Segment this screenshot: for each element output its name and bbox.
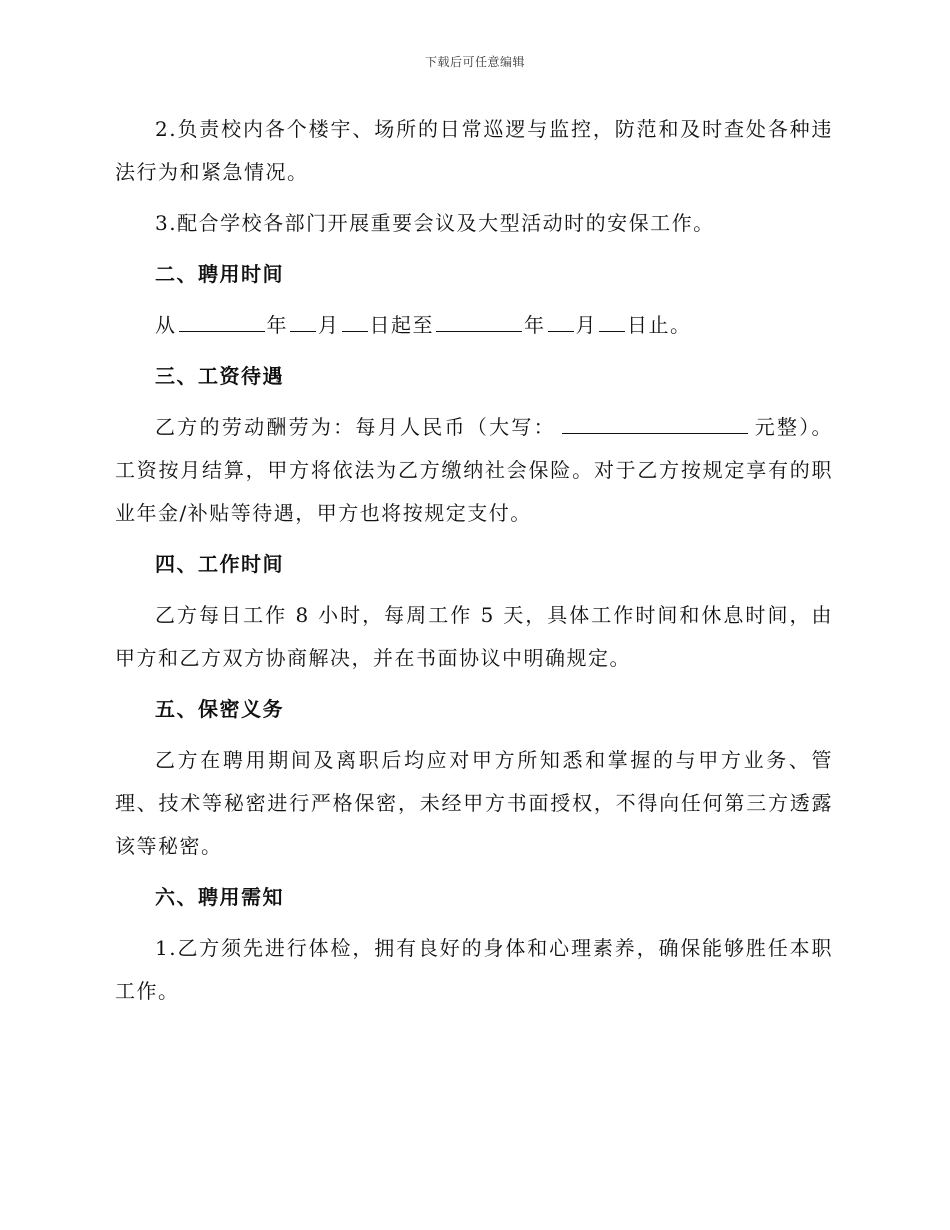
duty-item-3: 3.配合学校各部门开展重要会议及大型活动时的安保工作。	[155, 211, 715, 235]
start-year-label: 年	[266, 313, 288, 337]
salary-amount-blank[interactable]	[562, 411, 748, 434]
start-year-blank[interactable]	[179, 309, 265, 332]
section-heading-hours: 四、工作时间	[155, 552, 284, 576]
end-year-label: 年	[524, 313, 546, 337]
section-heading-term: 二、聘用时间	[155, 262, 284, 286]
salary-prefix: 乙方的劳动酬劳为：每月人民币（大写：	[155, 415, 556, 439]
start-month-label: 月	[318, 313, 340, 337]
start-month-blank[interactable]	[290, 309, 316, 332]
start-day-label: 日起至	[369, 313, 434, 337]
term-dates-line	[115, 304, 833, 347]
section-heading-salary: 三、工资待遇	[155, 364, 284, 388]
section-heading-notice: 六、聘用需知	[155, 885, 284, 909]
end-month-label: 月	[575, 313, 597, 337]
term-from-label: 从	[155, 313, 177, 337]
salary-suffix: 元整）。工资按月结算，甲方将依法为乙方缴纳社会保险。对于乙方按规定享有的职业年金/补贴等待遇，甲方也将按规定支付。	[115, 415, 834, 525]
duty-item-2: 2.负责校内各个楼宇、场所的日常巡逻与监控，防范和及时查处各种违法行为和紧急情况。	[115, 117, 833, 184]
notice-item-1: 1.乙方须先进行体检，拥有良好的身体和心理素养，确保能够胜任本职工作。	[115, 936, 833, 1003]
end-day-blank[interactable]	[599, 309, 625, 332]
page-header: 下载后可任意编辑	[424, 55, 525, 69]
end-year-blank[interactable]	[436, 309, 522, 332]
salary-paragraph	[115, 406, 833, 535]
confidentiality-paragraph: 乙方在聘用期间及离职后均应对甲方所知悉和掌握的与甲方业务、管理、技术等秘密进行严格保密，未经甲方书面授权，不得向任何第三方透露该等秘密。	[115, 748, 833, 858]
section-heading-confidentiality: 五、保密义务	[155, 697, 284, 721]
start-day-blank[interactable]	[342, 309, 368, 332]
end-day-label: 日止。	[627, 313, 692, 337]
end-month-blank[interactable]	[548, 309, 574, 332]
document-body	[115, 108, 833, 1021]
hours-paragraph: 乙方每日工作 8 小时，每周工作 5 天，具体工作时间和休息时间，由甲方和乙方双方协商解决，并在书面协议中明确规定。	[115, 603, 833, 670]
